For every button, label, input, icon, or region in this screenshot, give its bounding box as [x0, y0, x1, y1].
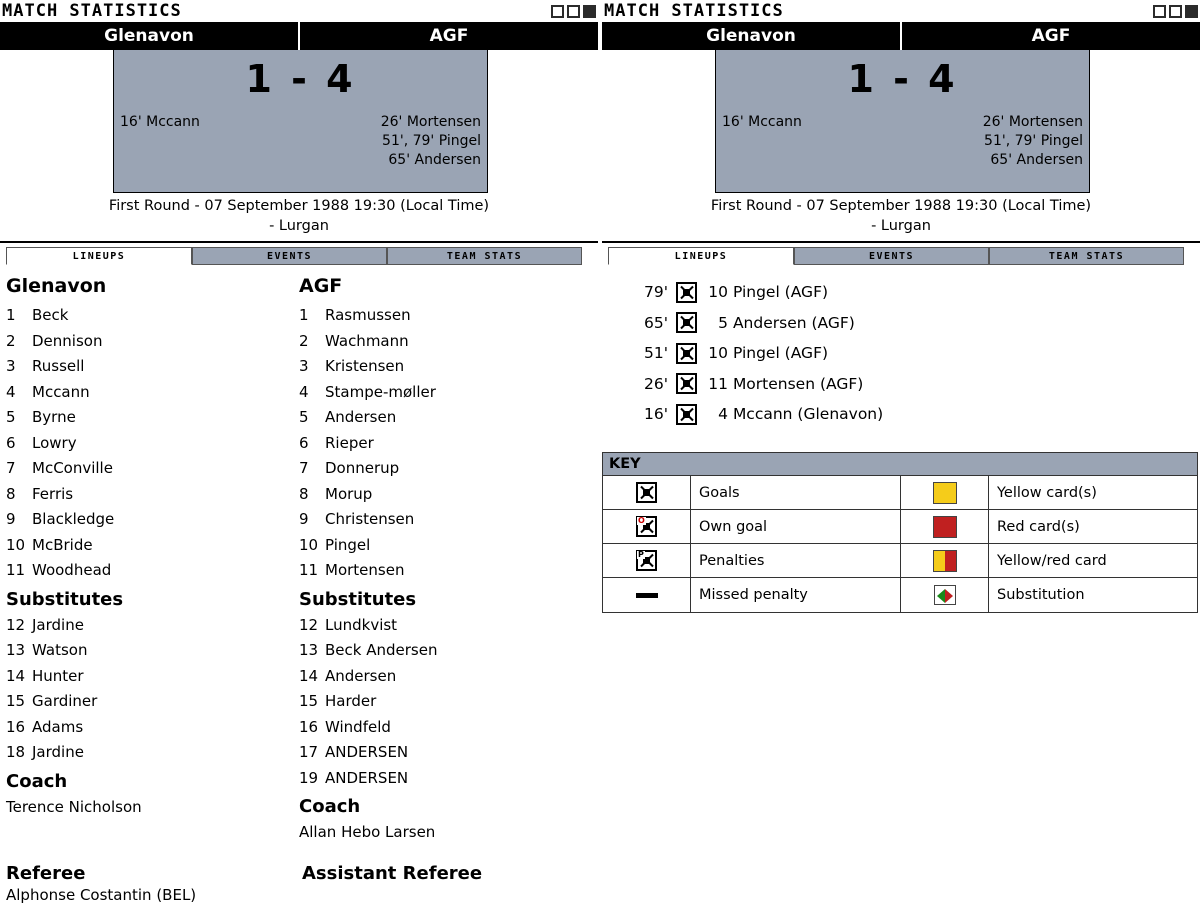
scorers — [114, 108, 487, 188]
event-player-name: Pingel (AGF) — [732, 344, 829, 363]
player-name: Jardine — [32, 743, 84, 761]
list-item — [6, 715, 299, 741]
list-item — [299, 329, 598, 355]
player-number: 5 — [299, 408, 309, 426]
scorer-line: 26' Mortensen — [982, 114, 1083, 130]
scorer-line: 16' Mccann — [722, 114, 802, 130]
list-item — [299, 766, 598, 792]
player-number: 9 — [6, 510, 16, 528]
tab-bar-right — [602, 247, 1200, 265]
tab-team-stats[interactable]: TEAM STATS — [387, 247, 582, 265]
player-name: Watson — [32, 641, 88, 659]
substitutes-heading: Substitutes — [299, 588, 417, 610]
player-name: Christensen — [325, 510, 415, 528]
event-player-number: 10 — [708, 283, 728, 302]
event-label — [697, 344, 828, 362]
event-player-number: 4 — [718, 405, 728, 424]
list-item — [299, 664, 598, 690]
score-area — [0, 50, 598, 193]
tab-bar-left — [0, 247, 598, 265]
event-player-name: Mccann (Glenavon) — [732, 405, 884, 424]
player-name: ANDERSEN — [325, 768, 409, 787]
key-label: Goals — [691, 476, 901, 509]
team-header-bar — [602, 22, 1200, 50]
penalty-icon: P — [603, 544, 691, 577]
key-label: Penalties — [691, 544, 901, 577]
event-row — [642, 308, 1200, 339]
player-name: Harder — [325, 692, 377, 710]
player-name: McBride — [32, 535, 93, 554]
list-item — [299, 482, 598, 508]
match-meta — [0, 193, 598, 236]
key-label: Own goal — [691, 510, 901, 543]
player-name: Lundkvist — [325, 615, 398, 634]
substitutes-heading: Substitutes — [6, 588, 124, 610]
list-item — [299, 507, 598, 533]
event-minute: 26' — [644, 374, 668, 393]
event-player-number: 10 — [708, 344, 728, 363]
player-number: 4 — [6, 382, 16, 401]
away-team-name: AGF — [1031, 26, 1071, 46]
player-name: Rieper — [325, 433, 374, 452]
lineup-team-name: Glenavon — [6, 275, 107, 297]
list-item — [299, 558, 598, 584]
maximize-icon[interactable] — [1169, 5, 1182, 18]
list-item — [299, 431, 598, 457]
away-scorers — [301, 108, 488, 188]
list-item — [299, 689, 598, 715]
event-label — [697, 375, 863, 393]
list-item — [299, 354, 598, 380]
titlebar-left — [0, 0, 598, 22]
list-item — [6, 456, 299, 482]
player-name: Morup — [325, 484, 373, 503]
player-number: 2 — [299, 331, 309, 350]
score-area — [602, 50, 1200, 193]
event-minute: 51' — [644, 344, 668, 363]
event-player-name: Pingel (AGF) — [732, 283, 829, 302]
divider — [0, 241, 598, 243]
event-player-name: Andersen (AGF) — [732, 313, 855, 332]
score-value: 1 - 4 — [245, 57, 356, 101]
list-item — [6, 354, 299, 380]
list-item — [299, 533, 598, 559]
event-minute: 79' — [644, 283, 668, 302]
coach-heading: Coach — [299, 796, 361, 817]
match-round-date: First Round - 07 September 1988 19:30 (Local Time) — [108, 198, 490, 214]
player-number: 10 — [6, 535, 26, 554]
own-goal-icon: O — [603, 510, 691, 543]
referee-name: Alphonse Costantin (BEL) — [6, 886, 197, 904]
referee-heading: Referee — [6, 863, 86, 884]
tab-events[interactable]: EVENTS — [794, 247, 989, 265]
key-row — [603, 476, 1197, 510]
coach-heading: Coach — [6, 770, 68, 792]
list-item — [299, 638, 598, 664]
player-number: 8 — [6, 484, 16, 503]
scorer-line: 51', 79' Pingel — [984, 133, 1083, 149]
event-label — [697, 283, 828, 301]
player-number: 17 — [299, 743, 319, 761]
minimize-icon[interactable] — [551, 5, 564, 18]
player-number: 12 — [299, 615, 319, 634]
player-name: Adams — [32, 717, 84, 736]
list-item — [6, 533, 299, 559]
home-team-name: Glenavon — [706, 26, 796, 46]
scorer-line: 65' Andersen — [388, 152, 481, 168]
event-minute: 65' — [644, 313, 668, 332]
player-number: 8 — [299, 484, 309, 503]
key-label: Missed penalty — [691, 578, 901, 612]
event-row — [642, 338, 1200, 369]
list-item — [6, 689, 299, 715]
list-item — [6, 380, 299, 406]
player-number: 3 — [299, 357, 309, 375]
event-player-number: 11 — [708, 374, 728, 393]
player-name: Dennison — [32, 331, 103, 350]
lineup-team-name: AGF — [299, 275, 343, 297]
event-player-name: Mortensen (AGF) — [732, 374, 864, 393]
player-name: Jardine — [32, 615, 84, 634]
away-scorers — [903, 108, 1090, 188]
event-row — [642, 277, 1200, 308]
player-number: 6 — [6, 433, 16, 452]
window-buttons — [1153, 5, 1198, 18]
player-name: Mortensen — [325, 561, 405, 579]
list-item — [6, 482, 299, 508]
player-number: 1 — [299, 306, 309, 324]
player-name: Andersen — [325, 666, 397, 685]
list-item — [299, 613, 598, 639]
panel-right — [602, 0, 1200, 882]
substitution-icon — [901, 578, 989, 612]
scorers — [716, 108, 1089, 188]
window-title: MATCH STATISTICS — [2, 1, 182, 21]
match-meta — [602, 193, 1200, 236]
player-number: 10 — [299, 535, 319, 554]
player-name: Hunter — [32, 666, 84, 685]
key-row — [603, 544, 1197, 578]
key-label: Substitution — [997, 587, 1085, 603]
score-box — [715, 50, 1090, 193]
player-number: 11 — [6, 561, 26, 579]
goal-icon — [676, 312, 697, 333]
player-name: Mccann — [32, 382, 90, 401]
event-row — [642, 369, 1200, 400]
list-item — [6, 329, 299, 355]
player-name: Beck Andersen — [325, 641, 438, 659]
player-number: 14 — [6, 666, 26, 685]
yellow-card-icon — [901, 476, 989, 509]
match-venue: - Lurgan — [871, 218, 931, 234]
key-row — [603, 578, 1197, 612]
home-team-name: Glenavon — [104, 26, 194, 46]
team-header-bar — [0, 22, 598, 50]
player-name: McConville — [32, 459, 113, 477]
player-name: Woodhead — [32, 561, 112, 579]
player-name: Gardiner — [32, 692, 98, 710]
list-item — [299, 405, 598, 431]
list-item — [6, 431, 299, 457]
player-number: 18 — [6, 743, 26, 761]
goal-icon — [676, 373, 697, 394]
scorer-line: 65' Andersen — [990, 152, 1083, 168]
list-item — [6, 303, 299, 329]
match-round-date: First Round - 07 September 1988 19:30 (Local Time) — [710, 198, 1092, 214]
player-name: Wachmann — [325, 331, 409, 350]
window-buttons — [551, 5, 596, 18]
player-name: Donnerup — [325, 459, 400, 477]
close-icon[interactable] — [1185, 5, 1198, 18]
player-name: Russell — [32, 357, 85, 375]
tab-lineups[interactable]: LINEUPS — [6, 247, 192, 265]
divider — [602, 241, 1200, 243]
list-item — [299, 715, 598, 741]
home-lineup-column — [0, 275, 299, 845]
goal-icon — [603, 476, 691, 509]
event-player-number: 5 — [718, 313, 728, 332]
yellow-red-card-icon — [901, 544, 989, 577]
key-label: Red card(s) — [997, 518, 1080, 535]
window-title: MATCH STATISTICS — [604, 1, 784, 21]
player-number: 14 — [299, 666, 319, 685]
player-name: Beck — [32, 306, 69, 324]
key-legend — [602, 452, 1198, 613]
player-name: Stampe-møller — [325, 382, 436, 401]
player-number: 9 — [299, 510, 309, 528]
scorer-line: 16' Mccann — [120, 114, 200, 130]
list-item — [6, 664, 299, 690]
score-box — [113, 50, 488, 193]
player-number: 4 — [299, 382, 309, 401]
player-name: Lowry — [32, 433, 77, 452]
tab-lineups[interactable]: LINEUPS — [608, 247, 794, 265]
scorer-line: 26' Mortensen — [380, 114, 481, 130]
player-number: 11 — [299, 561, 319, 579]
key-row — [603, 510, 1197, 544]
goal-icon — [676, 404, 697, 425]
lineups — [0, 265, 598, 845]
player-name: Byrne — [32, 408, 76, 426]
player-number: 7 — [6, 459, 16, 477]
list-item — [6, 638, 299, 664]
player-name: Ferris — [32, 484, 74, 503]
missed-penalty-icon — [603, 578, 691, 612]
referee-block — [6, 863, 302, 906]
player-number: 15 — [6, 692, 26, 710]
player-number: 2 — [6, 331, 16, 350]
key-label: Yellow card(s) — [997, 484, 1097, 501]
titlebar-right — [602, 0, 1200, 22]
player-number: 12 — [6, 615, 26, 634]
score-value: 1 - 4 — [847, 57, 958, 101]
list-item — [6, 740, 299, 766]
player-number: 16 — [6, 717, 26, 736]
list-item — [6, 507, 299, 533]
red-card-icon — [901, 510, 989, 543]
home-scorers — [716, 108, 903, 188]
panel-left — [0, 0, 598, 904]
close-icon[interactable] — [583, 5, 596, 18]
player-number: 13 — [299, 641, 319, 659]
player-name: Blackledge — [32, 510, 115, 528]
player-name: Rasmussen — [325, 306, 411, 324]
away-lineup-column — [299, 275, 598, 845]
player-number: 16 — [299, 717, 319, 736]
goal-icon — [676, 343, 697, 364]
minimize-icon[interactable] — [1153, 5, 1166, 18]
player-name: Pingel — [325, 535, 371, 554]
home-scorers — [114, 108, 301, 188]
player-number: 15 — [299, 692, 319, 710]
player-name: Windfeld — [325, 717, 391, 736]
key-title: KEY — [603, 453, 1197, 476]
away-team-name: AGF — [429, 26, 469, 46]
player-number: 19 — [299, 768, 319, 787]
event-row — [642, 399, 1200, 430]
event-label — [697, 405, 883, 423]
list-item — [6, 613, 299, 639]
coach-name: Allan Hebo Larsen — [299, 823, 436, 841]
key-label: Yellow/red card — [997, 552, 1107, 569]
scorer-line: 51', 79' Pingel — [382, 133, 481, 149]
tab-events[interactable]: EVENTS — [192, 247, 387, 265]
player-number: 7 — [299, 459, 309, 477]
maximize-icon[interactable] — [567, 5, 580, 18]
list-item — [299, 303, 598, 329]
list-item — [299, 380, 598, 406]
player-name: ANDERSEN — [325, 743, 409, 761]
assistant-referee-heading: Assistant Referee — [302, 863, 483, 884]
player-number: 1 — [6, 306, 16, 324]
event-label — [697, 314, 855, 332]
list-item — [299, 456, 598, 482]
assistant-referee-block — [302, 863, 598, 906]
goal-icon — [676, 282, 697, 303]
list-item — [6, 558, 299, 584]
events-list — [602, 265, 1200, 430]
player-name: Kristensen — [325, 357, 405, 375]
officials — [0, 863, 598, 906]
player-number: 5 — [6, 408, 16, 426]
player-number: 3 — [6, 357, 16, 375]
list-item — [6, 405, 299, 431]
list-item — [299, 740, 598, 766]
tab-team-stats[interactable]: TEAM STATS — [989, 247, 1184, 265]
match-venue: - Lurgan — [269, 218, 329, 234]
coach-name: Terence Nicholson — [6, 797, 142, 816]
player-number: 13 — [6, 641, 26, 659]
event-minute: 16' — [644, 405, 668, 424]
player-name: Andersen — [325, 408, 397, 426]
player-number: 6 — [299, 433, 309, 452]
